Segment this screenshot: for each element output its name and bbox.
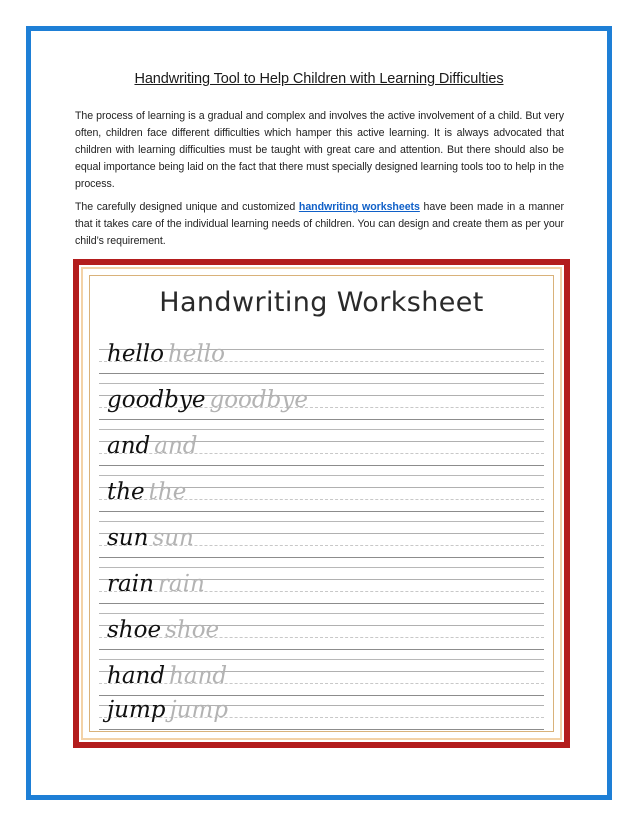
practice-row xyxy=(99,481,544,527)
handwriting-worksheet-image xyxy=(73,259,570,748)
practice-word: hand xyxy=(107,663,166,689)
paragraph-text-after-link: have been made in a manner that it takes care of the individual learning needs of children. You can design and create them as per your child’s requirement. xyxy=(75,201,564,247)
paragraph-text-before-link: The carefully designed unique and customized xyxy=(75,201,299,213)
practice-row xyxy=(99,343,544,389)
practice-word: goodbye xyxy=(107,387,206,413)
practice-row xyxy=(99,699,544,745)
worksheet-title: Handwriting Worksheet xyxy=(159,287,484,318)
practice-word: hello xyxy=(107,341,164,367)
practice-row xyxy=(99,435,544,481)
trace-word: sun xyxy=(152,525,194,551)
trace-word: and xyxy=(154,433,198,459)
practice-row xyxy=(99,527,544,573)
trace-word: hand xyxy=(169,663,228,689)
practice-word: and xyxy=(107,433,151,459)
practice-word: the xyxy=(107,479,145,505)
trace-word: goodbye xyxy=(209,387,308,413)
trace-word: jump xyxy=(169,697,228,723)
trace-word: rain xyxy=(157,571,205,597)
practice-word: sun xyxy=(107,525,149,551)
practice-row xyxy=(99,619,544,665)
practice-row xyxy=(99,389,544,435)
trace-word: hello xyxy=(167,341,225,367)
worksheet-paragraph xyxy=(75,199,564,250)
practice-row xyxy=(99,573,544,619)
document-title: Handwriting Tool to Help Children with Learning Difficulties xyxy=(134,71,504,87)
practice-word: rain xyxy=(107,571,154,597)
practice-word: shoe xyxy=(107,617,162,643)
practice-word: jump xyxy=(107,697,166,723)
handwriting-worksheets-link[interactable]: handwriting worksheets xyxy=(298,201,420,213)
intro-paragraph: The process of learning is a gradual and complex and involves the active involvement of a child. But very often, children face different difficulties which hamper this active learning. It is always advocated that children with learning difficulties must be taught with great care and attention. But there should also be equal importance being laid on the fact that there must specially designed learning tools too to help in the process. xyxy=(75,110,564,190)
trace-word: the xyxy=(148,479,187,505)
trace-word: shoe xyxy=(165,617,220,643)
